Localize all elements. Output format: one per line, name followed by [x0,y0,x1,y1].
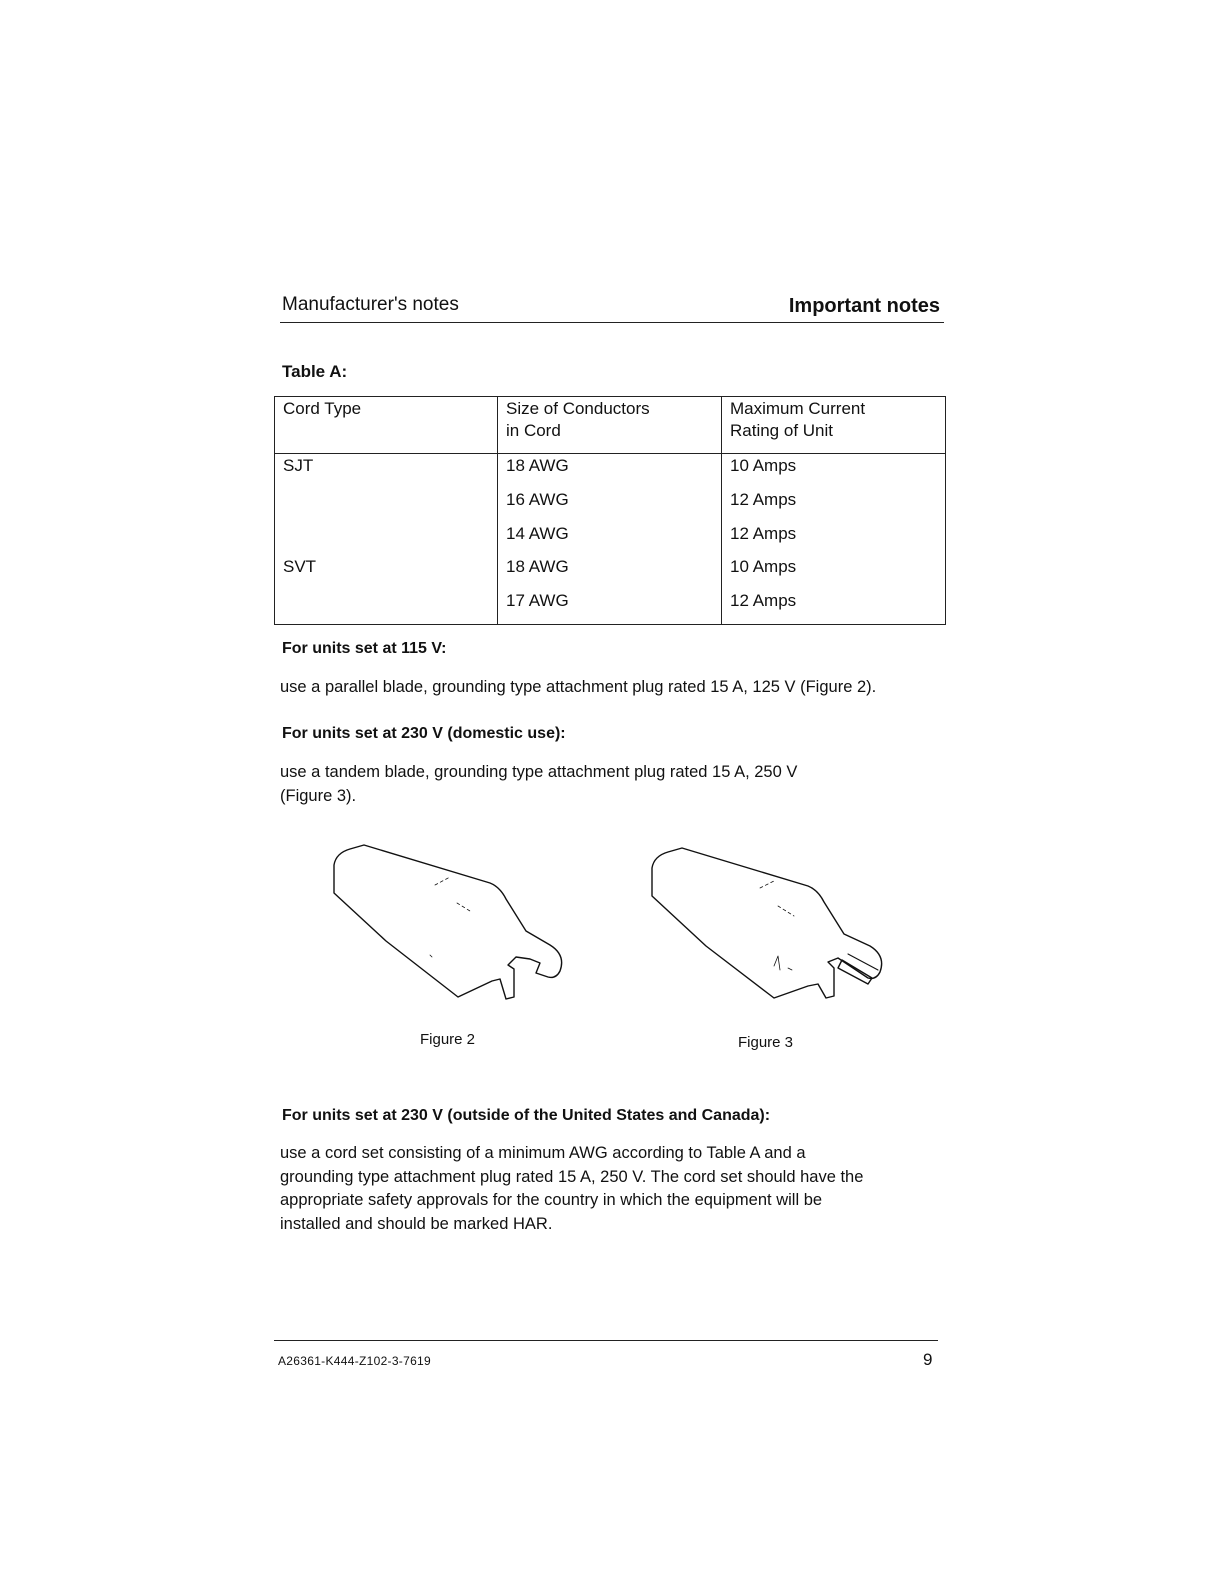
table-column-divider [497,397,498,624]
table-header-line: in Cord [506,421,561,440]
footer-document-number: A26361-K444-Z102-3-7619 [278,1354,432,1368]
table-cell-rating: 10 Amps [730,456,797,475]
footer-divider [274,1340,938,1341]
header-divider [280,322,944,323]
text-line: grounding type attachment plug rated 15 A, 250 V. The cord set should have the [280,1167,864,1186]
table-header-divider [275,453,945,454]
table-cell-rating: 10 Amps [730,557,797,576]
parallel-blade-plug-icon [320,835,580,1010]
section-heading-230v-domestic: For units set at 230 V (domestic use): [282,725,566,742]
table-cell-rating: 12 Amps [730,524,797,543]
table-header-line: Size of Conductors [506,399,650,418]
footer-page-number: 9 [923,1350,933,1369]
table-cell-rating: 12 Amps [730,490,797,509]
section-text-230v-domestic [280,761,797,808]
table-header-line: Rating of Unit [730,421,833,440]
header-chapter-title: Important notes [788,295,940,317]
table-cell-size: 18 AWG [506,557,569,576]
cord-table [274,396,946,625]
table-header-line: Cord Type [283,399,362,418]
table-header-cell [283,398,361,420]
table-cell-size: 18 AWG [506,456,569,475]
table-cell-cord-type: SVT [283,557,317,576]
table-cell-size: 17 AWG [506,591,569,610]
text-line: use a parallel blade, grounding type attachment plug rated 15 A, 125 V (Figure 2). [280,678,877,696]
figure-3-caption: Figure 3 [738,1034,794,1051]
text-line: installed and should be marked HAR. [280,1214,553,1233]
figure-2-caption: Figure 2 [420,1031,476,1048]
table-cell-size: 14 AWG [506,524,569,543]
table-cell-size: 16 AWG [506,490,569,509]
table-title: Table A: [282,362,348,381]
section-heading-230v-international: For units set at 230 V (outside of the United States and Canada): [282,1107,771,1124]
table-header-cell [730,398,865,442]
table-cell-cord-type: SJT [283,456,314,475]
table-cell-rating: 12 Amps [730,591,797,610]
table-header-cell [506,398,650,442]
header-section-label: Manufacturer's notes [282,294,459,315]
section-text-115v [280,676,876,700]
table-header-line: Maximum Current [730,399,866,418]
section-text-230v-international [280,1142,863,1236]
text-line: use a cord set consisting of a minimum AWG according to Table A and a [280,1144,806,1162]
table-column-divider [721,397,722,624]
text-line: use a tandem blade, grounding type attachment plug rated 15 A, 250 V [280,763,798,781]
text-line: (Figure 3). [280,786,357,805]
tandem-blade-plug-icon [638,838,898,1013]
section-heading-115v: For units set at 115 V: [282,640,447,657]
text-line: appropriate safety approvals for the country in which the equipment will be [280,1191,823,1209]
